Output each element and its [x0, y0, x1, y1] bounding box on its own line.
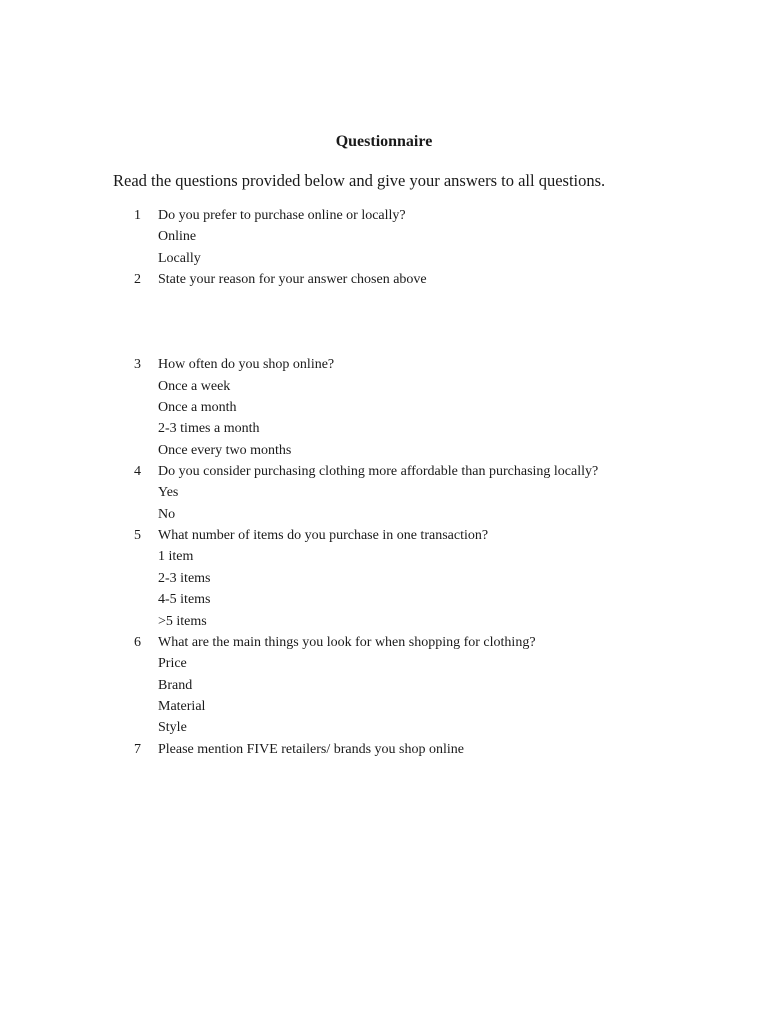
question-number: 4 [134, 464, 141, 480]
answer-option [0, 546, 768, 567]
option-label: Price [158, 656, 187, 672]
option-label: 1 item [158, 549, 194, 565]
option-label: Locally [158, 250, 201, 266]
question-number: 7 [134, 741, 141, 757]
option-label: >5 items [158, 613, 207, 629]
answer-option [0, 418, 768, 439]
answer-option [0, 376, 768, 397]
question-number: 2 [134, 272, 141, 288]
option-label: 4-5 items [158, 592, 211, 608]
question-list [0, 205, 768, 760]
option-label: Brand [158, 677, 193, 693]
question-text: State your reason for your answer chosen above [158, 272, 427, 288]
question-number: 1 [134, 208, 141, 223]
answer-option [0, 653, 768, 674]
question-item [0, 461, 768, 482]
option-label: No [158, 506, 176, 522]
option-label: Style [158, 720, 187, 736]
answer-option [0, 568, 768, 589]
answer-option [0, 482, 768, 503]
question-text: What number of items do you purchase in one transaction? [158, 528, 489, 544]
option-label: Once every two months [158, 442, 292, 458]
option-label: Once a week [158, 378, 231, 394]
page-title: Questionnaire [335, 133, 433, 150]
answer-option [0, 397, 768, 418]
question-text: How often do you shop online? [158, 357, 335, 373]
option-label: Online [158, 229, 197, 245]
answer-option [0, 226, 768, 247]
answer-option [0, 504, 768, 525]
question-number: 5 [134, 528, 141, 544]
answer-option [0, 717, 768, 738]
answer-space [0, 290, 768, 354]
question-item [0, 205, 768, 226]
option-label: Once a month [158, 400, 237, 416]
answer-option [0, 675, 768, 696]
answer-option [0, 589, 768, 610]
option-label: Yes [158, 485, 179, 501]
answer-option [0, 248, 768, 269]
option-label: Material [158, 698, 206, 714]
question-item [0, 632, 768, 653]
question-item [0, 739, 768, 760]
question-item [0, 354, 768, 375]
answer-option [0, 440, 768, 461]
option-label: 2-3 times a month [158, 421, 260, 437]
question-text: Do you prefer to purchase online or locally? [158, 208, 406, 223]
question-number: 6 [134, 634, 141, 650]
question-number: 3 [134, 357, 141, 373]
question-item [0, 269, 768, 290]
option-label: 2-3 items [158, 570, 211, 586]
answer-option [0, 611, 768, 632]
question-item [0, 525, 768, 546]
question-text: Please mention FIVE retailers/ brands you shop online [158, 741, 464, 757]
question-text: Do you consider purchasing clothing more affordable than purchasing locally? [158, 464, 599, 480]
instructions-text: Read the questions provided below and give your answers to all questions. [113, 171, 606, 190]
answer-option [0, 696, 768, 717]
question-text: What are the main things you look for when shopping for clothing? [158, 634, 536, 650]
